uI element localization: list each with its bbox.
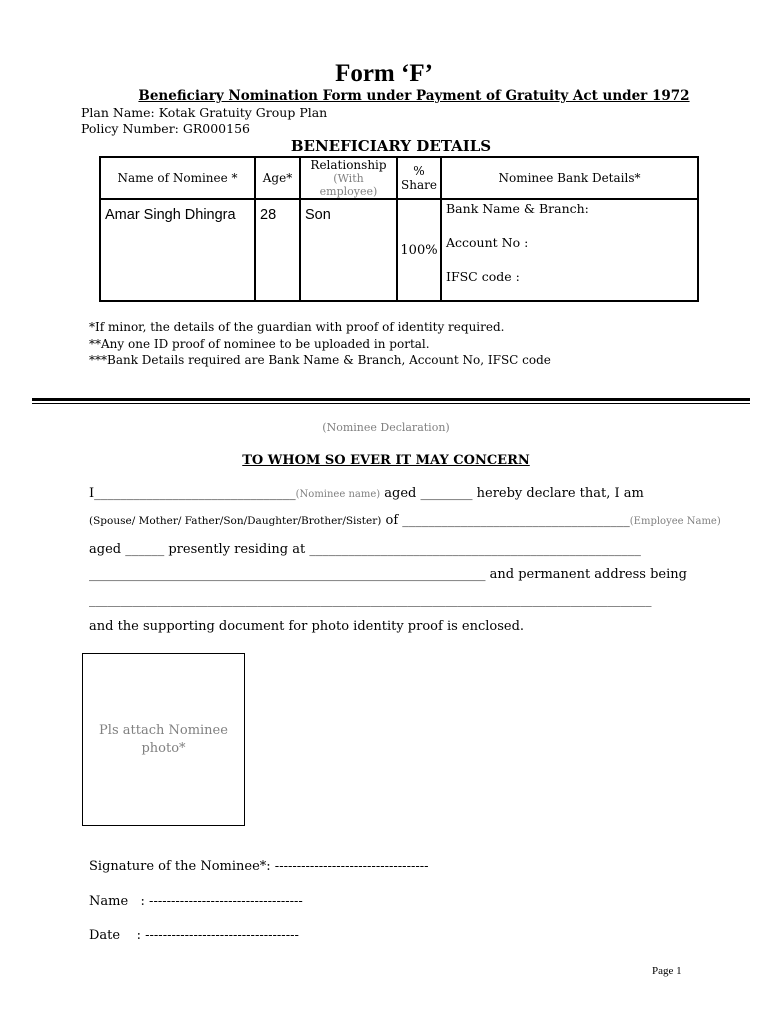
nominee-share: 100% [397, 199, 441, 301]
photo-box-label: Pls attach Nominee photo* [99, 723, 228, 756]
table-header-row [100, 157, 698, 199]
note-minor: *If minor, the details of the guardian with proof of identity required. [89, 320, 505, 334]
notes [89, 319, 551, 369]
header-bank: Nominee Bank Details* [441, 157, 698, 199]
header-relationship-label: Relationship [310, 158, 387, 172]
header-name: Name of Nominee * [100, 157, 255, 199]
declaration-heading: TO WHOM SO EVER IT MAY CONCERN [242, 453, 530, 468]
employee-name-hint: (Employee Name) [629, 516, 721, 527]
policy-number: Policy Number: GR000156 [81, 121, 250, 136]
bank-name-branch: Bank Name & Branch: [446, 201, 589, 216]
declaration-line-4: _____________________________________________________________ and permanent address being [89, 567, 687, 582]
note-bank-details: ***Bank Details required are Bank Name & Branch, Account No, IFSC code [89, 353, 551, 367]
declaration-line-1 [89, 486, 644, 501]
employee-name-blank: of ___________________________________ [381, 513, 630, 528]
declaration-line-3: aged ______ presently residing at ___________________________________________________ [89, 542, 641, 557]
beneficiary-table [99, 156, 699, 302]
note-id-proof: **Any one ID proof of nominee to be uploaded in portal. [89, 336, 430, 351]
divider-thin [32, 403, 750, 404]
nominee-photo-box [82, 653, 245, 826]
page-number: Page 1 [652, 965, 682, 977]
section-title: BENEFICIARY DETAILS [290, 137, 492, 155]
declaration-line-1-end: aged ________ hereby declare that, I am [380, 486, 644, 501]
bank-ifsc: IFSC code : [446, 269, 520, 284]
nominee-name: Amar Singh Dhingra [100, 199, 255, 301]
header-share-label: Share [401, 178, 437, 192]
name-line: Name : ----------------------------------- [89, 894, 303, 909]
nominee-relationship: Son [300, 199, 397, 301]
nominee-name-hint: (Nominee name) [295, 489, 381, 500]
plan-info [81, 105, 327, 137]
relation-options: (Spouse/ Mother/ Father/Son/Daughter/Brother/Sister) [89, 515, 382, 527]
form-subtitle: Beneficiary Nomination Form under Payment of Gratuity Act under 1972 [138, 88, 690, 104]
header-share-pct: % [413, 164, 425, 178]
nominee-name-blank: I_______________________________ [89, 486, 296, 501]
header-relationship [300, 157, 397, 199]
declaration-line-2 [89, 513, 721, 528]
nominee-age: 28 [255, 199, 300, 301]
header-share [397, 157, 441, 199]
declaration-line-6: and the supporting document for photo identity proof is enclosed. [89, 619, 525, 634]
declaration-label: (Nominee Declaration) [322, 421, 450, 434]
divider-thick [32, 398, 750, 401]
declaration-line-5: __________________________________________________________________________________________ [89, 592, 652, 607]
header-age: Age* [255, 157, 300, 199]
date-line: Date : ----------------------------------- [89, 928, 299, 943]
header-relationship-sub: (With employee) [319, 172, 378, 198]
form-title: Form ‘F’ [335, 60, 433, 87]
plan-name: Plan Name: Kotak Gratuity Group Plan [81, 105, 328, 120]
table-row [100, 199, 698, 301]
signature-line: Signature of the Nominee*: ----------------------------------- [89, 859, 429, 874]
bank-account-no: Account No : [446, 235, 529, 250]
nominee-bank-details [441, 199, 698, 301]
